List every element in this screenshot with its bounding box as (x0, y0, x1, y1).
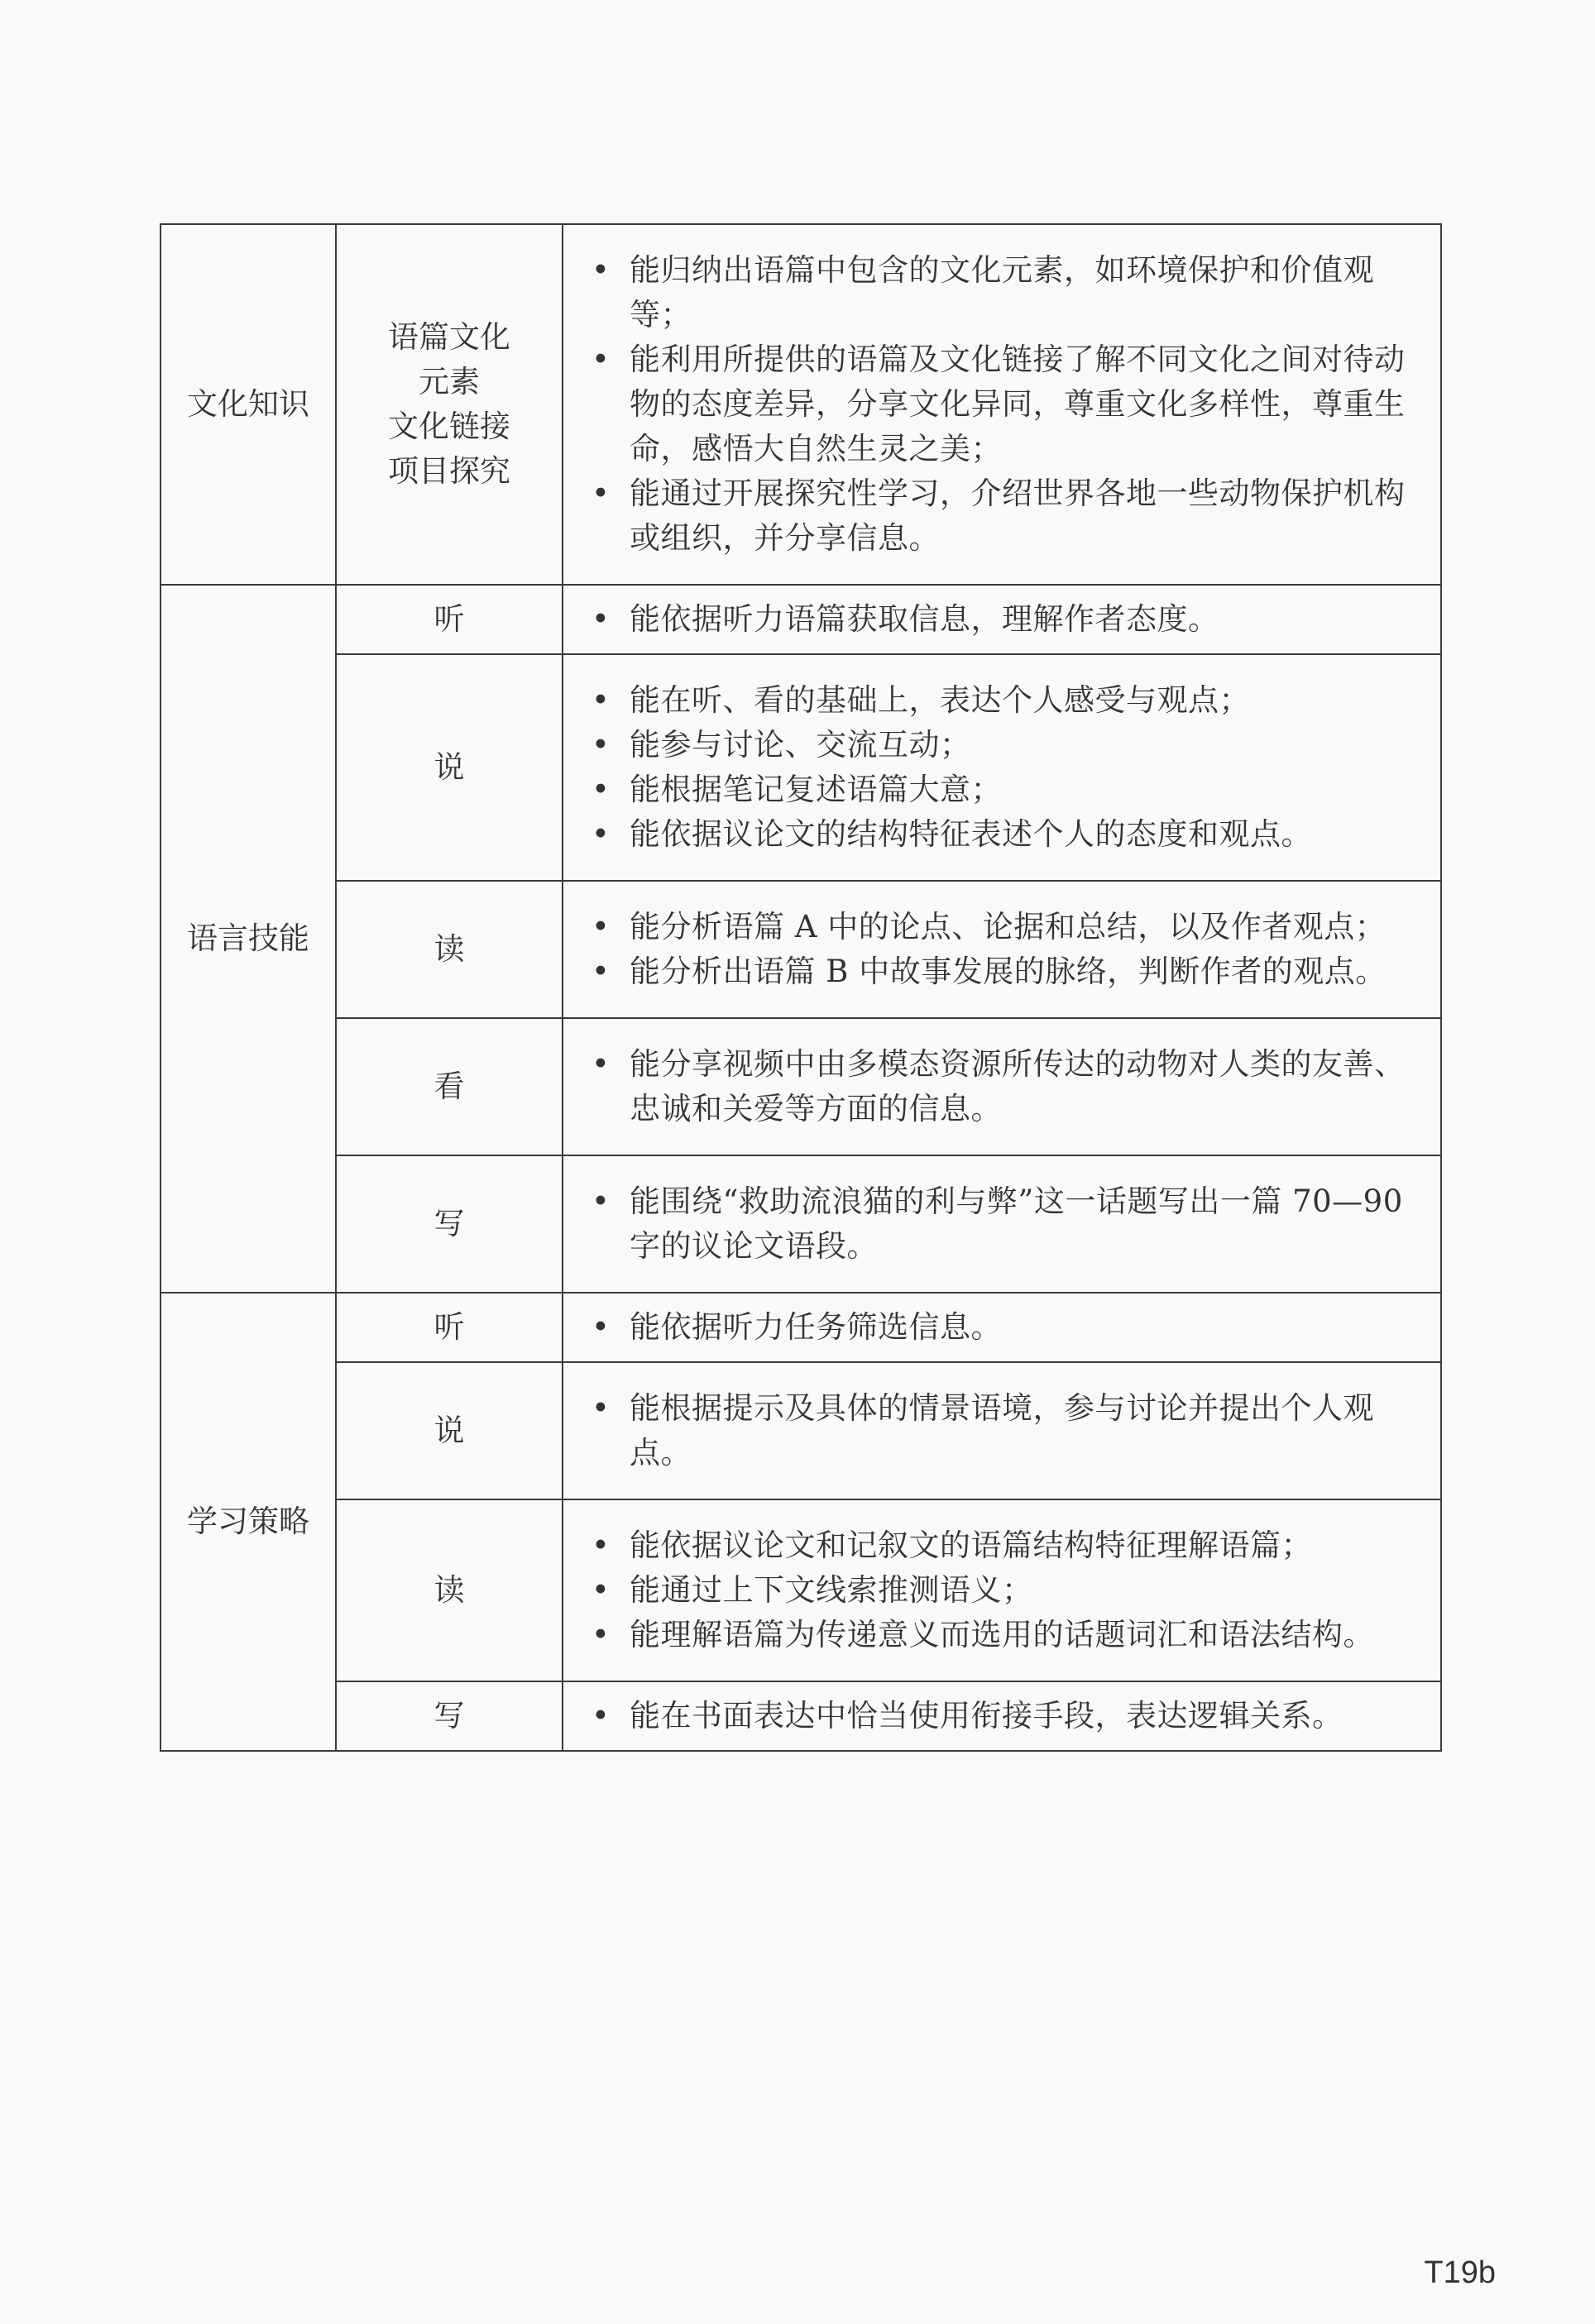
sub-skill: 看 (336, 1018, 563, 1155)
strategies-row-listening (160, 1293, 1441, 1362)
bullet-list (588, 597, 1417, 642)
sub-skill: 听 (336, 585, 563, 654)
bullet-item: • 能利用所提供的语篇及文化链接了解不同文化之间对待动物的态度差异，分享文化异同，尊重文化多样性，尊重生命，感悟大自然生灵之美； (588, 337, 1417, 471)
skills-row-listening (160, 585, 1441, 654)
desc-skill (563, 1018, 1441, 1155)
page-number: T19b (1424, 2255, 1496, 2290)
desc-strategy (563, 1681, 1441, 1751)
sub-strategy: 读 (336, 1499, 563, 1681)
bullet-item: • 能在听、看的基础上，表达个人感受与观点； (588, 678, 1417, 723)
bullet-item: • 能参与讨论、交流互动； (588, 723, 1417, 767)
bullet-list (588, 1042, 1417, 1131)
strategies-row-reading (160, 1499, 1441, 1681)
sub-culture (336, 224, 563, 585)
bullet-item: • 能归纳出语篇中包含的文化元素，如环境保护和价值观等； (588, 248, 1417, 337)
culture-row (160, 224, 1441, 585)
sub-strategy: 听 (336, 1293, 563, 1362)
bullet-item: • 能依据听力任务筛选信息。 (588, 1305, 1417, 1350)
skills-row-reading (160, 881, 1441, 1018)
bullet-item: • 能理解语篇为传递意义而选用的话题词汇和语法结构。 (588, 1613, 1417, 1657)
bullet-item: • 能分析出语篇 B 中故事发展的脉络，判断作者的观点。 (588, 949, 1417, 994)
desc-strategy (563, 1499, 1441, 1681)
skills-row-speaking (160, 654, 1441, 881)
skills-row-writing (160, 1155, 1441, 1293)
sub-skill: 说 (336, 654, 563, 881)
desc-strategy (563, 1362, 1441, 1499)
strategies-row-writing (160, 1681, 1441, 1751)
sub-strategy: 写 (336, 1681, 563, 1751)
bullet-list (588, 1523, 1417, 1657)
bullet-item: • 能通过开展探究性学习，介绍世界各地一些动物保护机构或组织，并分享信息。 (588, 471, 1417, 561)
bullet-item: • 能依据听力语篇获取信息，理解作者态度。 (588, 597, 1417, 642)
category-strategies: 学习策略 (160, 1293, 336, 1751)
bullet-list (588, 678, 1417, 857)
bullet-item: • 能依据议论文和记叙文的语篇结构特征理解语篇； (588, 1523, 1417, 1568)
bullet-item: • 能根据提示及具体的情景语境，参与讨论并提出个人观点。 (588, 1386, 1417, 1475)
bullet-item: • 能依据议论文的结构特征表述个人的态度和观点。 (588, 812, 1417, 857)
sub-culture-line: 元素 (419, 364, 480, 399)
bullet-list (588, 1179, 1417, 1269)
bullet-item: • 能围绕“救助流浪猫的利与弊”这一话题写出一篇 70—90 字的议论文语段。 (588, 1179, 1417, 1269)
desc-skill (563, 881, 1441, 1018)
bullet-item: • 能分析语篇 A 中的论点、论据和总结，以及作者观点； (588, 905, 1417, 949)
category-culture: 文化知识 (160, 224, 336, 585)
bullet-item: • 能在书面表达中恰当使用衔接手段，表达逻辑关系。 (588, 1694, 1417, 1738)
bullet-list (588, 1694, 1417, 1738)
bullet-item: • 能分享视频中由多模态资源所传达的动物对人类的友善、忠诚和关爱等方面的信息。 (588, 1042, 1417, 1131)
bullet-list (588, 1305, 1417, 1350)
sub-skill: 读 (336, 881, 563, 1018)
desc-skill (563, 1155, 1441, 1293)
bullet-list (588, 1386, 1417, 1475)
skills-row-viewing (160, 1018, 1441, 1155)
sub-strategy: 说 (336, 1362, 563, 1499)
category-skills: 语言技能 (160, 585, 336, 1293)
desc-strategy (563, 1293, 1441, 1362)
objectives-table (160, 223, 1442, 1752)
desc-skill (563, 654, 1441, 881)
sub-skill: 写 (336, 1155, 563, 1293)
strategies-row-speaking (160, 1362, 1441, 1499)
sub-culture-line: 项目探究 (388, 453, 510, 489)
sub-culture-line: 语篇文化 (388, 319, 510, 355)
desc-skill (563, 585, 1441, 654)
sub-culture-line: 文化链接 (388, 409, 510, 444)
bullet-item: • 能根据笔记复述语篇大意； (588, 767, 1417, 812)
desc-culture (563, 224, 1441, 585)
bullet-list (588, 248, 1417, 561)
bullet-item: • 能通过上下文线索推测语义； (588, 1568, 1417, 1613)
bullet-list (588, 905, 1417, 994)
